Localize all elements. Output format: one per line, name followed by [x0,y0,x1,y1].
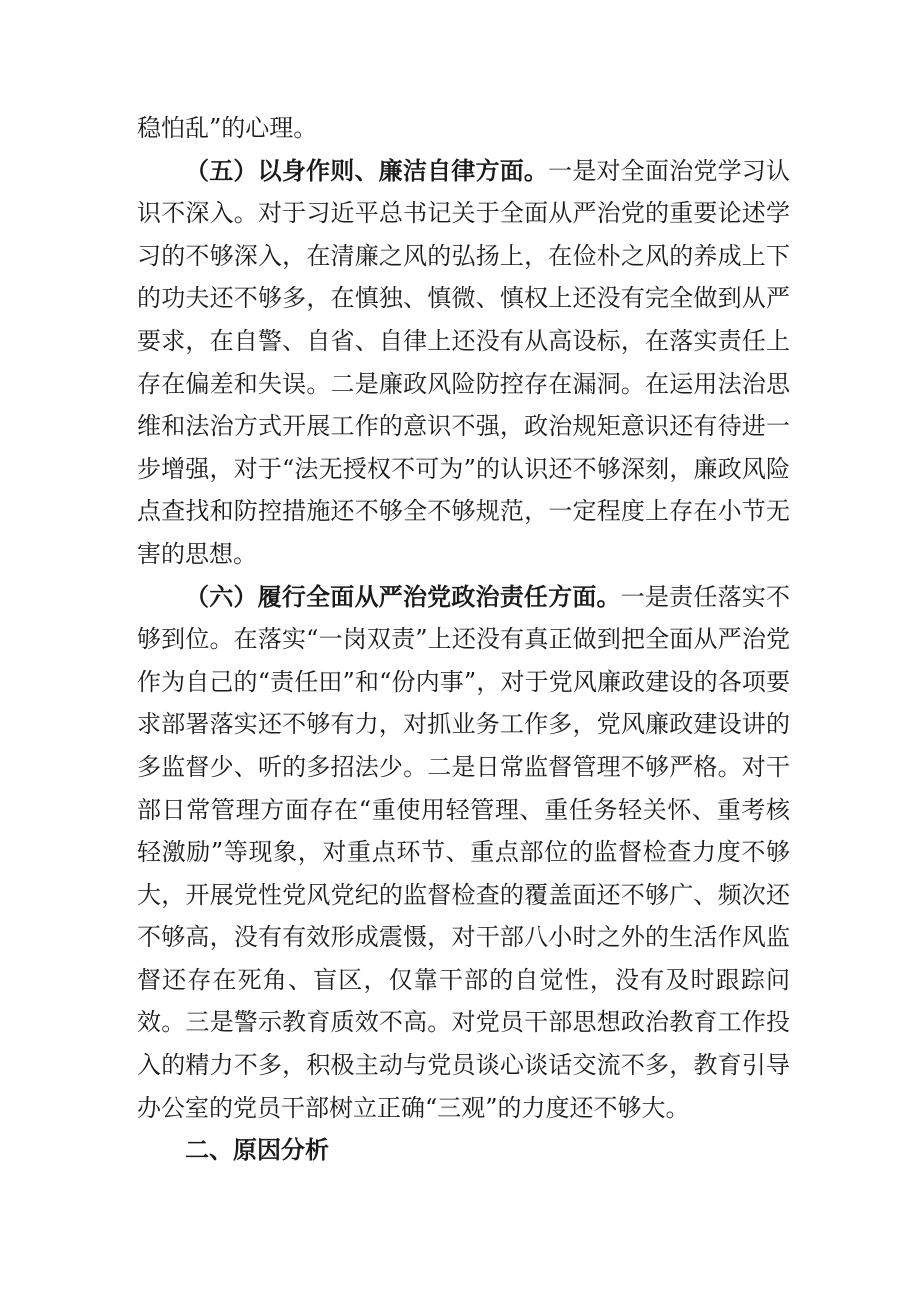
paragraph-text: 一是对全面治党学习认识不深入。对于习近平总书记关于全面从严治党的重要论述学习的不够深入，在清廉之风的弘扬上，在俭朴之风的养成上下的功夫还不够多，在慎独、慎微、慎权上还没有完全做到从严要求，在自警、自省、自律上还没有从高设标，在落实责任上存在偏差和失误。二是廉政风险防控存在漏洞。在运用法治思维和法治方式开展工作的意识不强，政治规矩意识还有待进一步增强，对于“法无授权不可为”的认识还不够深刻，廉政风险点查找和防控措施还不够全不够规范，一定程度上存在小节无害的思想。 [137,156,790,568]
paragraph-text: 一是责任落实不够到位。在落实“一岗双责”上还没有真正做到把全面从严治党作为自己的“责任田”和“份内事”，对于党风廉政建设的各项要求部署落实还不够有力，对抓业务工作多，党风廉政建设讲的多监督少、听的多招法少。二是日常监督管理不够严格。对干部日常管理方面存在“重使用轻管理、重任务轻关怀、重考核轻激励”等现象，对重点环节、重点部位的监督检查力度不够大，开展党性党风党纪的监督检查的覆盖面还不够广、频次还不够高，没有有效形成震慑，对干部八小时之外的生活作风监督还存在死角、盲区，仅靠干部的自觉性，没有及时跟踪问效。三是警示教育质效不高。对党员干部思想政治教育工作投入的精力不多，积极主动与党员谈心谈话交流不多，教育引导办公室的党员干部树立正确“三观”的力度还不够大。 [137,582,790,1122]
paragraph-lead: （五）以身作则、廉洁自律方面。 [185,156,549,185]
paragraph-text: 稳怕乱”的心理。 [137,114,318,142]
paragraph-lead: （六）履行全面从严治党政治责任方面。 [185,582,621,611]
paragraph-continuation [137,107,790,150]
document-body [137,107,790,1172]
section-heading: 二、原因分析 [185,1136,329,1165]
paragraph-integrity-self-discipline [137,150,790,576]
paragraph-political-responsibility [137,576,790,1130]
